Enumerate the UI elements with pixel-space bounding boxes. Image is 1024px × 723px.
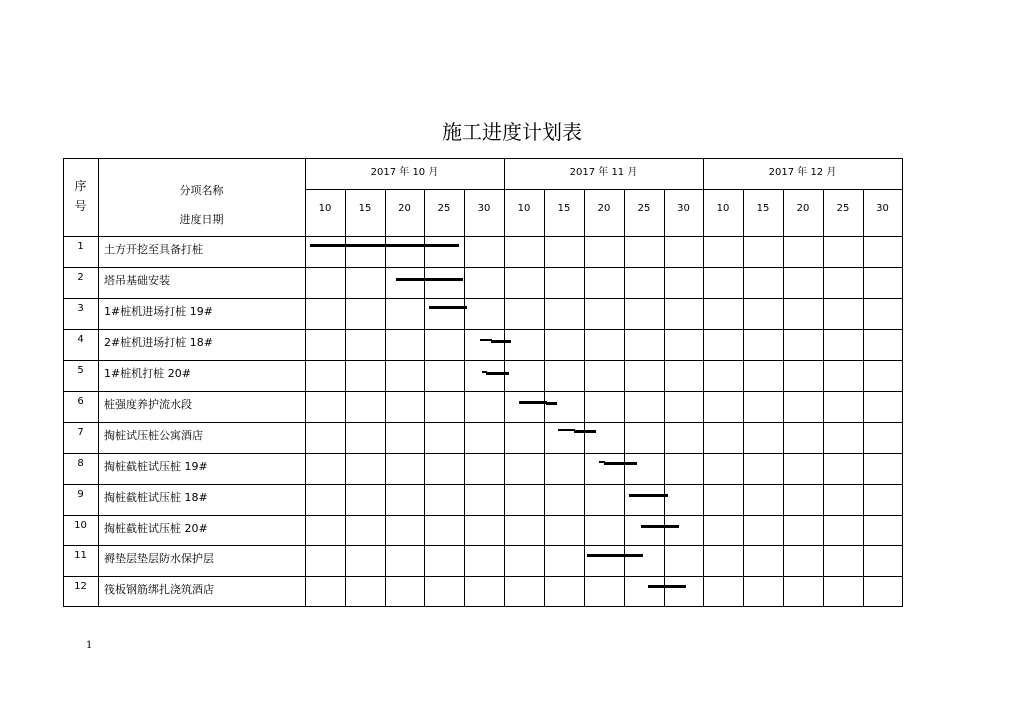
day-header: 15 — [756, 203, 770, 214]
row-number: 6 — [77, 396, 84, 407]
day-header: 15 — [358, 203, 372, 214]
gantt-bar — [546, 402, 557, 405]
task-name: 1#桩机进场打桩 19# — [104, 305, 213, 318]
month-header-oct: 2017 年 10 月 — [370, 167, 439, 178]
gantt-bar — [604, 462, 637, 465]
day-header: 30 — [477, 203, 491, 214]
task-name: 掏桩截桩试压桩 18# — [104, 491, 208, 504]
row-number: 9 — [77, 489, 84, 500]
item-name-header: 分项名称 — [179, 184, 224, 197]
gantt-bar — [486, 372, 509, 375]
gantt-bar — [574, 430, 596, 433]
task-name: 掏桩截桩试压桩 20# — [104, 522, 208, 535]
gantt-bar — [429, 306, 467, 309]
gantt-bar — [310, 244, 459, 247]
gantt-bar — [629, 494, 668, 497]
seq-header-2: 号 — [74, 199, 87, 213]
gantt-bar — [641, 525, 679, 528]
month-header-nov: 2017 年 11 月 — [569, 167, 638, 178]
task-name: 掏桩截桩试压桩 19# — [104, 460, 208, 473]
row-number: 2 — [77, 272, 84, 283]
gantt-bar — [396, 278, 463, 281]
row-number: 11 — [74, 550, 87, 561]
day-header: 20 — [796, 203, 810, 214]
day-header: 10 — [318, 203, 332, 214]
gantt-bar — [519, 401, 547, 404]
day-header: 20 — [398, 203, 411, 214]
page-title: 施工进度计划表 — [442, 120, 582, 144]
day-header: 30 — [876, 203, 889, 214]
gantt-bar — [491, 340, 511, 343]
day-header: 25 — [437, 203, 451, 214]
month-header-dec: 2017 年 12 月 — [768, 167, 837, 178]
seq-header-1: 序 — [74, 179, 87, 193]
row-number: 12 — [74, 581, 87, 592]
day-header: 15 — [557, 203, 571, 214]
task-name: 掏桩试压桩公寓酒店 — [104, 429, 203, 442]
page-number: 1 — [86, 640, 93, 651]
task-name: 筏板钢筋绑扎浇筑酒店 — [104, 583, 214, 596]
row-number: 7 — [77, 427, 84, 438]
day-header: 10 — [716, 203, 730, 214]
row-number: 5 — [77, 365, 84, 376]
day-header: 25 — [836, 203, 850, 214]
gantt-bar — [587, 554, 643, 557]
row-number: 1 — [77, 241, 84, 252]
row-number: 3 — [77, 303, 84, 314]
day-header: 30 — [677, 203, 690, 214]
progress-date-header: 进度日期 — [179, 213, 224, 226]
row-number: 8 — [77, 458, 84, 469]
task-name: 塔吊基础安装 — [104, 274, 170, 287]
row-number: 4 — [77, 334, 84, 345]
task-name: 土方开挖至具备打桩 — [104, 243, 203, 256]
day-header: 10 — [517, 203, 531, 214]
row-number: 10 — [74, 520, 87, 531]
gantt-bar — [558, 429, 575, 431]
task-name: 2#桩机进场打桩 18# — [104, 336, 213, 349]
task-name: 褥垫层垫层防水保护层 — [104, 552, 214, 565]
day-header: 25 — [637, 203, 651, 214]
task-name: 桩强度养护流水段 — [104, 398, 192, 411]
gantt-bar — [648, 585, 686, 588]
task-name: 1#桩机打桩 20# — [104, 367, 191, 380]
day-header: 20 — [597, 203, 611, 214]
